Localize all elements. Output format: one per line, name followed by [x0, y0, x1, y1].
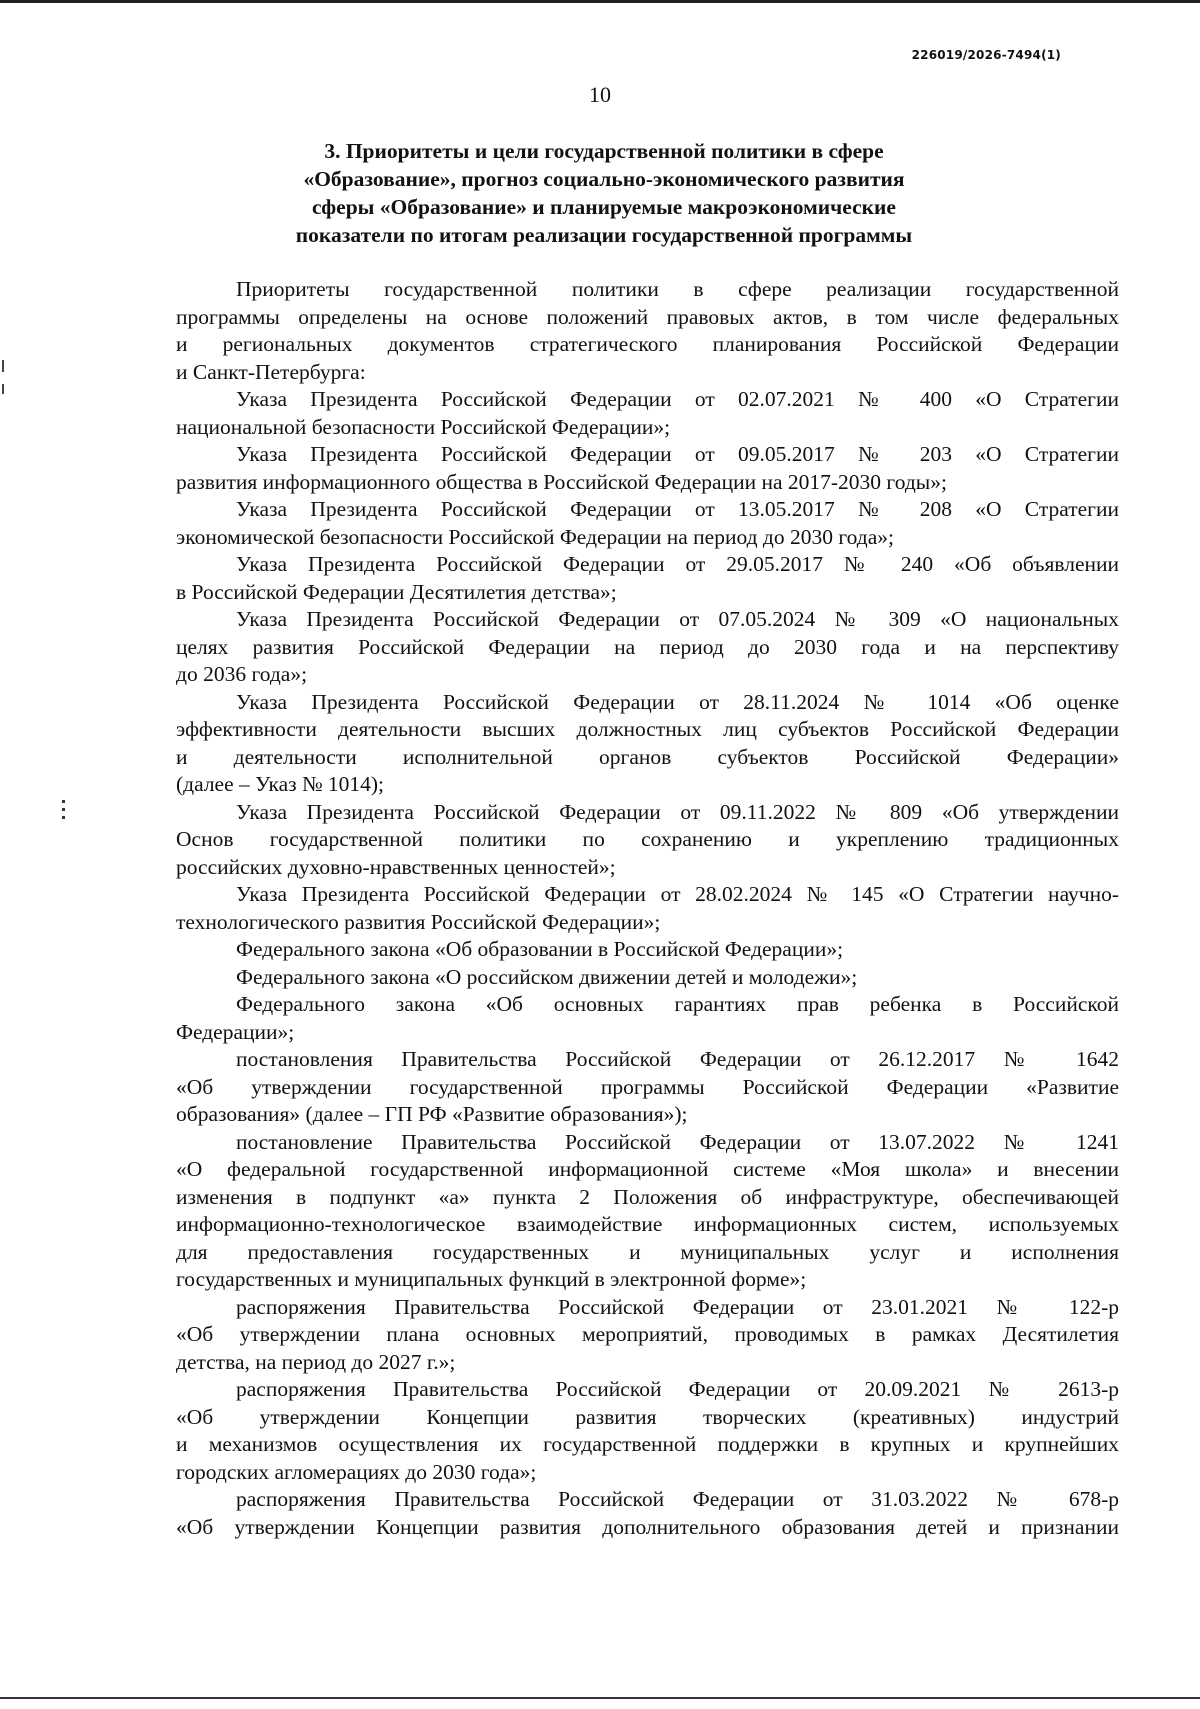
scan-margin-mark — [2, 384, 4, 394]
paragraph — [176, 689, 1119, 799]
paragraph — [176, 441, 1119, 496]
paragraph-line: Федерального закона «Об образовании в Российской Федерации»; — [236, 937, 844, 961]
paragraph-line: распоряжения Правительства Российской Федерации от 23.01.2021 № 122-р — [236, 1294, 1119, 1319]
paragraph-line: постановление Правительства Российской Федерации от 13.07.2022 № 1241 — [236, 1129, 1119, 1154]
paragraph-line: Федерального закона «О российском движении детей и молодежи»; — [236, 964, 858, 989]
paragraph-line: национальной безопасности Российской Федерации»; — [176, 414, 671, 439]
paragraph-line: «Об утверждении Концепции развития творческих (креативных) индустрий — [176, 1404, 1119, 1429]
paragraph-line: детства, на период до 2027 г.»; — [176, 1349, 456, 1374]
paragraph-line: экономической безопасности Российской Федерации на период до 2030 года»; — [176, 524, 894, 549]
paragraph-line: постановления Правительства Российской Федерации от 26.12.2017 № 1642 — [236, 1047, 1119, 1071]
paragraph-line: изменения в подпункт «а» пункта 2 Положения об инфраструктуре, обеспечивающей — [176, 1184, 1119, 1209]
paragraph — [176, 1376, 1119, 1486]
paragraph — [176, 496, 1119, 551]
paragraph-line: Указа Президента Российской Федерации от 09.11.2022 № 809 «Об утверждении — [236, 799, 1119, 824]
scan-edge-top — [0, 0, 1200, 3]
paragraph — [176, 386, 1119, 441]
paragraph — [176, 881, 1119, 936]
scan-edge-bottom — [0, 1697, 1200, 1699]
paragraph-line: «Об утверждении плана основных мероприятий, проводимых в рамках Десятилетия — [176, 1322, 1119, 1346]
paragraph-line: распоряжения Правительства Российской Федерации от 31.03.2022 № 678-р — [236, 1487, 1119, 1511]
paragraph — [176, 964, 1119, 992]
paragraph-line: развития информационного общества в Российской Федерации на 2017-2030 годы»; — [176, 469, 947, 494]
paragraph-line: «О федеральной государственной информационной системе «Моя школа» и внесении — [176, 1157, 1119, 1181]
paragraph-line: Указа Президента Российской Федерации от 29.05.2017 № 240 «Об объявлении — [236, 552, 1119, 576]
paragraph-line: Указа Президента Российской Федерации от 28.02.2024 № 145 «О Стратегии научно- — [236, 882, 1119, 906]
paragraph — [176, 1129, 1119, 1294]
paragraph — [176, 1294, 1119, 1377]
paragraph-line: целях развития Российской Федерации на период до 2030 года и на перспективу — [176, 634, 1119, 659]
paragraph — [176, 936, 1119, 964]
paragraph-line: Приоритеты государственной политики в сфере реализации государственной — [236, 277, 1119, 301]
paragraph-line: для предоставления государственных и муниципальных услуг и исполнения — [176, 1239, 1119, 1264]
scan-margin-mark — [2, 360, 4, 372]
paragraph-line: Указа Президента Российской Федерации от 28.11.2024 № 1014 «Об оценке — [236, 689, 1119, 714]
document-id: 226019/2026-7494(1) — [911, 48, 1061, 62]
paragraph — [176, 1486, 1119, 1541]
paragraph — [176, 1046, 1119, 1129]
paragraph — [176, 606, 1119, 689]
document-body — [176, 276, 1119, 1541]
paragraph-line: Основ государственной политики по сохранению и укреплению традиционных — [176, 827, 1119, 851]
paragraph-line: и деятельности исполнительной органов субъектов Российской Федерации» — [176, 744, 1119, 769]
paragraph-line: в Российской Федерации Десятилетия детства»; — [176, 579, 617, 604]
paragraph-line: государственных и муниципальных функций в электронной форме»; — [176, 1267, 807, 1291]
paragraph — [176, 551, 1119, 606]
paragraph-line: «Об утверждении государственной программы Российской Федерации «Развитие — [176, 1074, 1119, 1099]
paragraph-line: (далее – Указ № 1014); — [176, 772, 385, 796]
paragraph — [176, 991, 1119, 1046]
paragraph-line: программы определены на основе положений правовых актов, в том числе федеральных — [176, 304, 1119, 329]
paragraph-line: и механизмов осуществления их государственной поддержки в крупных и крупнейших — [176, 1432, 1119, 1456]
paragraph-line: Указа Президента Российской Федерации от 02.07.2021 № 400 «О Стратегии — [236, 387, 1119, 411]
paragraph-line: Федерации»; — [176, 1019, 295, 1044]
paragraph-line: распоряжения Правительства Российской Федерации от 20.09.2021 № 2613-р — [236, 1377, 1119, 1401]
paragraph-line: Указа Президента Российской Федерации от 09.05.2017 № 203 «О Стратегии — [236, 442, 1119, 466]
paragraph — [176, 276, 1119, 386]
paragraph-line: до 2036 года»; — [176, 662, 308, 686]
paragraph-line: и региональных документов стратегического планирования Российской Федерации — [176, 332, 1119, 356]
paragraph-line: и Санкт-Петербурга: — [176, 359, 366, 384]
paragraph-line: эффективности деятельности высших должностных лиц субъектов Российской Федерации — [176, 717, 1119, 741]
paragraph-line: Федерального закона «Об основных гарантиях прав ребенка в Российской — [236, 992, 1119, 1016]
paragraph — [176, 799, 1119, 882]
section-title-line: показатели по итогам реализации государственной программы — [295, 223, 913, 247]
paragraph-line: «Об утверждении Концепции развития дополнительного образования детей и признании — [176, 1514, 1119, 1539]
scan-margin-dots — [62, 800, 65, 822]
section-title-line: 3. Приоритеты и цели государственной политики в сфере — [324, 139, 884, 163]
paragraph-line: информационно-технологическое взаимодействие информационных систем, используемых — [176, 1212, 1119, 1236]
paragraph-line: технологического развития Российской Федерации»; — [176, 909, 661, 934]
paragraph-line: городских агломерациях до 2030 года»; — [176, 1459, 537, 1484]
section-title-line: «Образование», прогноз социально-экономического развития — [303, 167, 905, 191]
section-title — [176, 137, 1032, 249]
paragraph-line: российских духовно-нравственных ценностей»; — [176, 854, 616, 879]
paragraph-line: Указа Президента Российской Федерации от 13.05.2017 № 208 «О Стратегии — [236, 497, 1119, 521]
page-number: 10 — [589, 82, 611, 107]
paragraph-line: образования» (далее – ГП РФ «Развитие образования»); — [176, 1102, 688, 1126]
paragraph-line: Указа Президента Российской Федерации от 07.05.2024 № 309 «О национальных — [236, 607, 1119, 631]
section-title-line: сферы «Образование» и планируемые макроэкономические — [312, 195, 896, 219]
